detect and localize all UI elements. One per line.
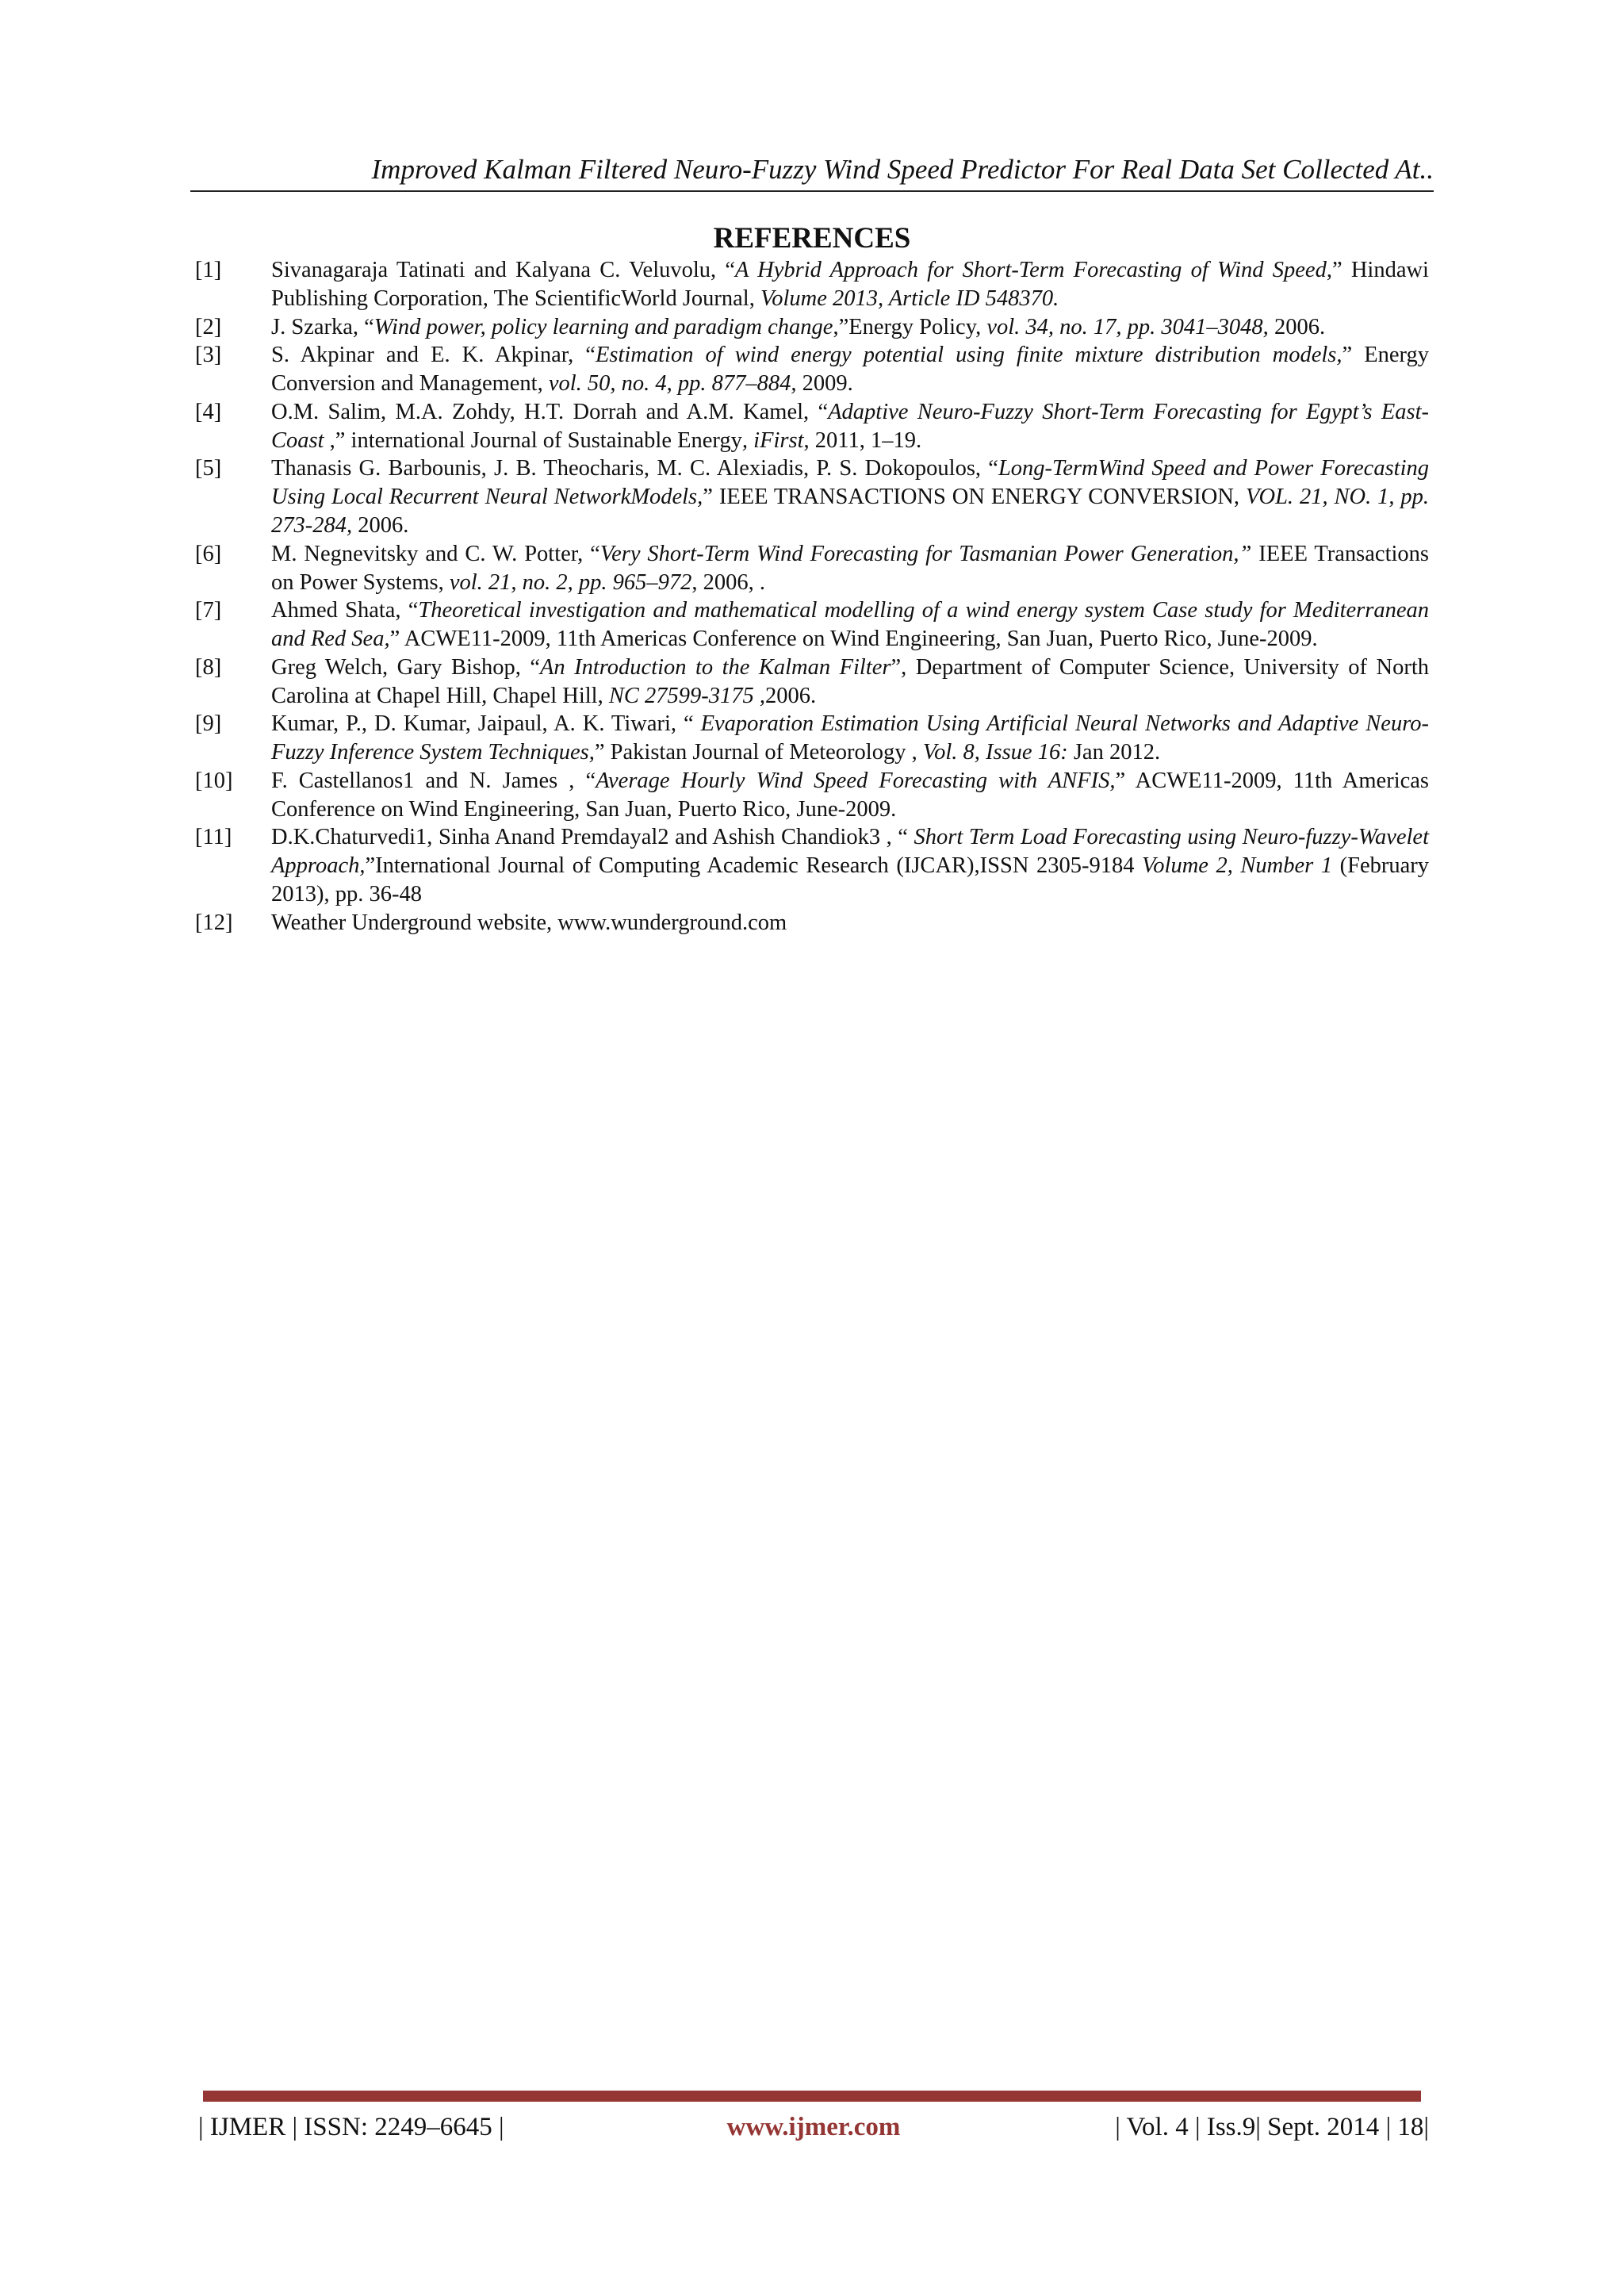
reference-segment: 2006. [764, 683, 817, 708]
reference-segment: F. Castellanos1 and N. James , “ [271, 768, 596, 793]
reference-italic-segment: An Introduction to the Kalman Filter [540, 654, 891, 680]
reference-number: [12] [195, 910, 233, 935]
page-footer [198, 2110, 1429, 2145]
reference-number: [7] [195, 598, 222, 623]
reference-segment: (February 2013), pp. 36-48 [271, 853, 1430, 907]
reference-text [271, 542, 1429, 595]
reference-item [195, 823, 1429, 909]
reference-segment: S. Akpinar and E. K. Akpinar, “ [271, 343, 596, 367]
reference-list [195, 256, 1429, 937]
reference-text [271, 258, 1429, 311]
reference-item [195, 341, 1429, 398]
reference-text [271, 711, 1429, 765]
footer-rule [203, 2091, 1421, 2102]
reference-segment: ”International Journal of Computing Academic Research (IJCAR),ISSN 2305-9184 [365, 853, 1143, 878]
reference-text [271, 655, 1429, 708]
reference-italic-segment: A Hybrid Approach for Short-Term Forecasting of Wind Speed [735, 258, 1327, 282]
reference-italic-segment: Theoretical investigation and mathematical modelling of a wind energy system Case study for Mediterranean and Red Sea, [271, 598, 1429, 651]
reference-segment: ” Pakistan Journal of Meteorology , [594, 740, 923, 765]
reference-number: [4] [195, 399, 222, 424]
reference-italic-segment: vol. 21, no. 2, pp. 965–972 [449, 569, 692, 595]
reference-item [195, 454, 1429, 540]
reference-number: [11] [195, 825, 232, 849]
section-title: REFERENCES [713, 222, 911, 255]
reference-italic-segment: Wind power, policy learning and paradigm change [373, 314, 833, 339]
reference-number: [9] [195, 711, 222, 736]
reference-segment: Kumar, P., D. Kumar, Jaipaul, A. K. Tiwari, “ [271, 711, 701, 736]
reference-italic-segment: Volume 2, Number 1 [1142, 853, 1333, 878]
reference-segment: ,” international Journal of Sustainable Energy [324, 427, 742, 453]
reference-segment: ” ACWE11-2009, 11th Americas Conference on Wind Engineering, San Juan, Puerto Rico, June-2009. [389, 627, 1318, 651]
reference-segment: ,”Energy Policy, [833, 314, 987, 339]
reference-italic-segment: , iFirst [741, 427, 804, 453]
reference-text [271, 910, 787, 935]
reference-segment: D.K.Chaturvedi1, Sinha Anand Premdayal2 and Ashish Chandiok3 , “ [271, 825, 914, 849]
reference-segment: 2006. [352, 513, 409, 538]
reference-number: [10] [195, 768, 233, 793]
header-rule [190, 190, 1434, 192]
reference-segment: Weather Underground website, www.wunderground.com [271, 910, 787, 935]
reference-italic-segment: Volume 2013, Article ID 548370. [760, 286, 1059, 311]
reference-italic-segment: Vol. 8, Issue 16: [922, 740, 1068, 765]
reference-segment: J. Szarka, “ [271, 314, 374, 339]
reference-italic-segment: Evaporation Estimation Using Artificial Neural Networks and Adaptive Neuro-Fuzzy Inference System Techniques, [271, 711, 1429, 765]
reference-item [195, 710, 1429, 767]
reference-text [271, 400, 1429, 453]
reference-item [195, 313, 1429, 342]
reference-italic-segment: Long-TermWind Speed and Power Forecasting Using Local Recurrent Neural NetworkModels, [271, 456, 1429, 509]
running-header: Improved Kalman Filtered Neuro-Fuzzy Wind Speed Predictor For Real Data Set Collected At.. [371, 154, 1434, 185]
footer-journal-info: | IJMER | ISSN: 2249–6645 | [198, 2113, 504, 2141]
reference-italic-segment: Short Term Load Forecasting using Neuro-fuzzy-Wavelet Approach, [271, 825, 1429, 878]
reference-text [271, 769, 1429, 822]
reference-segment: ,” Hindawi Publishing Corporation, The ScientificWorld Journal, [271, 258, 1429, 311]
reference-item [195, 909, 1429, 937]
reference-italic-segment: Estimation of wind energy potential using finite mixture distribution models, [595, 343, 1342, 367]
reference-number: [5] [195, 456, 222, 481]
reference-segment: Jan 2012. [1067, 740, 1161, 765]
reference-number: [6] [195, 541, 222, 566]
reference-item [195, 596, 1429, 654]
reference-number: [1] [195, 258, 222, 282]
reference-italic-segment: vol. 34, no. 17, pp. 3041–3048, [986, 314, 1269, 339]
reference-italic-segment: vol. 50, no. 4, pp. 877–884, [548, 371, 797, 396]
reference-italic-segment: Very Short-Term Wind Forecasting for Tasmanian Power Generation,” [599, 541, 1252, 566]
reference-item [195, 540, 1429, 597]
reference-text [271, 343, 1429, 396]
reference-number: [2] [195, 314, 222, 339]
reference-text [271, 456, 1429, 538]
reference-italic-segment: NC 27599-3175 , [608, 683, 765, 708]
reference-text [271, 825, 1429, 907]
reference-segment: Thanasis G. Barbounis, J. B. Theocharis, M. C. Alexiadis, P. S. Dokopoulos, “ [271, 456, 998, 481]
reference-text [271, 598, 1429, 651]
reference-segment: 2009. [796, 371, 853, 396]
reference-italic-segment: Average Hourly Wind Speed Forecasting with ANFIS, [596, 768, 1116, 793]
reference-item [195, 767, 1429, 824]
reference-segment: ” IEEE TRANSACTIONS ON ENERGY CONVERSION, [703, 485, 1246, 509]
reference-segment: Ahmed Shata, “ [271, 598, 419, 623]
reference-segment: ” ACWE11-2009, 11th Americas Conference on Wind Engineering, San Juan, Puerto Rico, June-2009. [271, 768, 1430, 822]
reference-segment: IEEE Transactions on Power Systems, [271, 541, 1429, 595]
reference-number: [3] [195, 343, 222, 367]
reference-italic-segment: VOL. 21, NO. 1, pp. 273-284, [271, 485, 1429, 538]
reference-segment: ”, Department of Computer Science, University of North Carolina at Chapel Hill, Chapel Hill, [271, 654, 1429, 708]
reference-segment: M. Negnevitsky and C. W. Potter, “ [271, 541, 600, 566]
reference-segment: Greg Welch, Gary Bishop, “ [271, 654, 540, 680]
reference-item [195, 256, 1429, 313]
reference-text [271, 315, 1325, 339]
footer-issue-info: | Vol. 4 | Iss.9| Sept. 2014 | 18| [1115, 2113, 1429, 2141]
reference-segment: , 2006, . [691, 569, 766, 595]
reference-italic-segment: Adaptive Neuro-Fuzzy Short-Term Forecasting for Egypt’s East-Coast [271, 399, 1429, 453]
footer-website-link[interactable]: www.ijmer.com [726, 2113, 901, 2141]
reference-number: [8] [195, 654, 222, 680]
reference-segment: ” Energy Conversion and Management, [271, 343, 1429, 396]
reference-segment: Sivanagaraja Tatinati and Kalyana C. Veluvolu, “ [271, 258, 736, 282]
reference-segment: O.M. Salim, M.A. Zohdy, H.T. Dorrah and A.M. Kamel, “ [271, 399, 829, 424]
reference-segment: , 2011, 1–19. [803, 427, 922, 453]
reference-item [195, 654, 1429, 711]
reference-segment: 2006. [1268, 314, 1326, 339]
reference-item [195, 398, 1429, 455]
